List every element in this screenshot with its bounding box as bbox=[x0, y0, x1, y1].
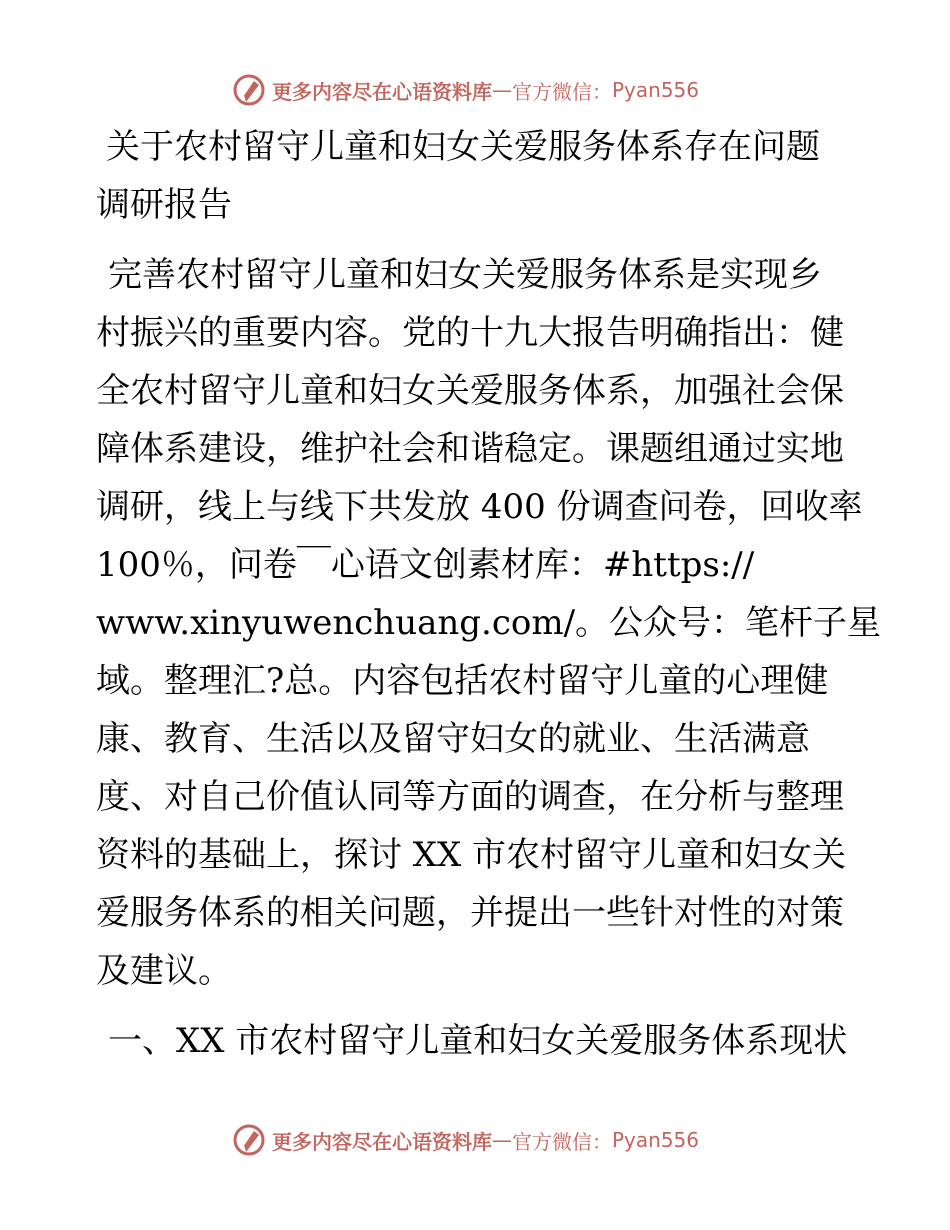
banner-dash: — bbox=[492, 1128, 512, 1152]
paragraph-line: 调研，线上与线下共发放 400 份调查问卷，回收率 bbox=[96, 487, 863, 527]
banner-main-text: 更多内容尽在心语资料库 bbox=[272, 1129, 492, 1154]
paragraph-line: 100％，问卷￣心语文创素材库：#https:// bbox=[96, 545, 755, 585]
paragraph-line: 度、对自己价值认同等方面的调查，在分析与整理 bbox=[96, 777, 844, 817]
section-heading: 一、XX 市农村留守儿童和妇女关爱服务体系现状 bbox=[108, 1021, 848, 1061]
paragraph-line: 资料的基础上，探讨 XX 市农村留守儿童和妇女关 bbox=[96, 835, 847, 875]
header-banner bbox=[232, 70, 699, 110]
banner-wechat-id: Pyan556 bbox=[612, 78, 700, 102]
paragraph-line: 全农村留守儿童和妇女关爱服务体系，加强社会保 bbox=[96, 371, 844, 411]
paragraph-line: 康、教育、生活以及留守妇女的就业、生活满意 bbox=[96, 719, 810, 759]
paragraph-line: www.xinyuwenchuang.com/。公众号：笔杆子星 bbox=[96, 603, 882, 643]
footer-banner bbox=[232, 1120, 699, 1160]
banner-dash: — bbox=[492, 78, 512, 102]
banner-wechat-label: 官方微信： bbox=[512, 1129, 612, 1154]
paragraph-line: 村振兴的重要内容。党的十九大报告明确指出：健 bbox=[96, 313, 844, 353]
document-body bbox=[96, 118, 882, 1070]
paragraph-line: 及建议。 bbox=[96, 951, 232, 991]
banner-wechat-label: 官方微信： bbox=[512, 79, 612, 104]
document-title bbox=[96, 118, 856, 234]
banner-main-text: 更多内容尽在心语资料库 bbox=[272, 79, 492, 104]
paragraph-line: 域。整理汇?总。内容包括农村留守儿童的心理健 bbox=[96, 661, 829, 701]
paragraph-line: 完善农村留守儿童和妇女关爱服务体系是实现乡 bbox=[108, 255, 822, 295]
pen-logo-icon bbox=[232, 73, 266, 107]
banner-wechat-id: Pyan556 bbox=[612, 1128, 700, 1152]
title-line: 调研报告 bbox=[96, 185, 232, 225]
title-line: 关于农村留守儿童和妇女关爱服务体系存在问题 bbox=[106, 127, 820, 167]
paragraph-line: 障体系建设，维护社会和谐稳定。课题组通过实地 bbox=[96, 429, 844, 469]
intro-paragraph bbox=[96, 246, 882, 1000]
pen-logo-icon bbox=[232, 1123, 266, 1157]
paragraph-line: 爱服务体系的相关问题，并提出一些针对性的对策 bbox=[96, 893, 844, 933]
